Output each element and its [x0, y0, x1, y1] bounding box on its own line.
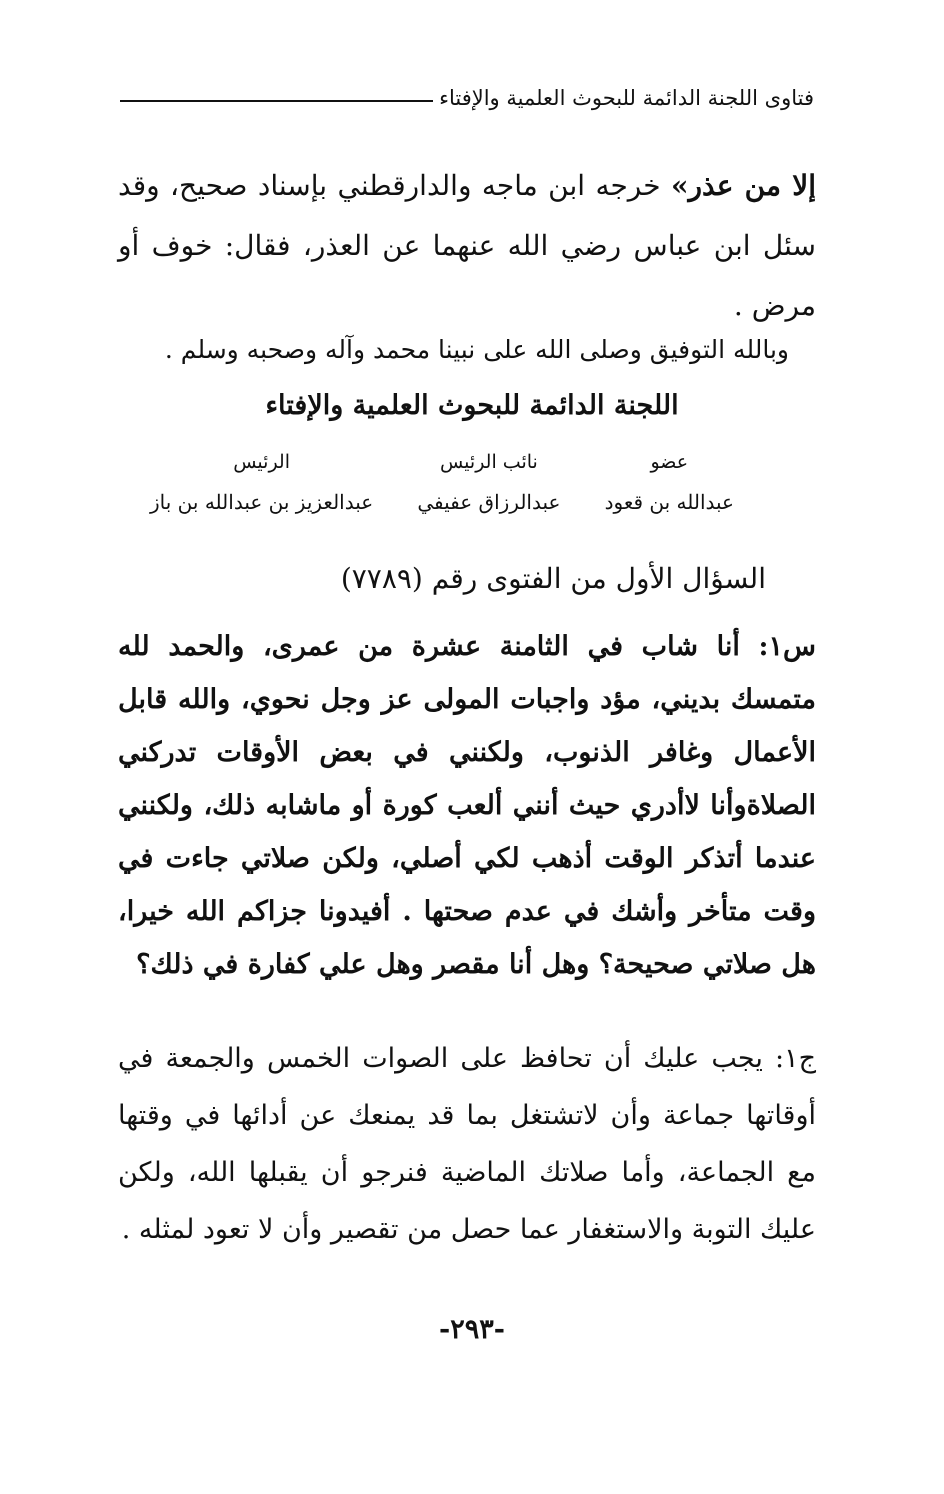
answer-paragraph: ج١: يجب عليك أن تحافظ على الصوات الخمس والجمعة في أوقاتها جماعة وأن لاتشتغل بما قد يمنعك عن أدائها في وقتها مع الجماعة، وأما صلاتك الماضية فنرجو أن يقبلها الله، ولكن عليك التوبة والاستغفار عما حصل من تقصير وأن لا تعود لمثله .: [118, 1043, 816, 1245]
page-number: -٢٩٣-: [439, 1314, 505, 1345]
closing-line: وبالله التوفيق وصلى الله على نبينا محمد وآله وصحبه وسلم .: [164, 335, 789, 364]
running-header: [120, 86, 814, 110]
lead-text: خرجه ابن ماجه والدارقطني بإسناد صحيح، وقد سئل ابن عباس رضي الله عنهما عن العذر، فقال: خوف أو مرض .: [118, 169, 816, 322]
signatures-block: [150, 448, 734, 528]
committee-title: اللجنة الدائمة للبحوث العلمية والإفتاء: [265, 390, 679, 421]
signatory-name: عبدالعزيز بن عبدالله بن باز: [150, 490, 374, 514]
signatory-role: نائب الرئيس: [439, 451, 538, 473]
header-rule: [120, 100, 433, 102]
question-paragraph: س١: أنا شاب في الثامنة عشرة من عمرى، والحمد لله متمسك بديني، مؤد واجبات المولى عز وجل نحوي، والله قابل الأعمال وغافر الذنوب، ولكنني في بعض الأوقات تدركني الصلاةوأنا لاأدري حيث أنني ألعب كورة أو ماشابه ذلك، ولكنني عندما أتذكر الوقت أذهب لكي أصلي، ولكن صلاتي جاءت في وقت متأخر وأشك في عدم صحتها . أفيدونا جزاكم الله خيرا، هل صلاتي صحيحة؟ وهل أنا مقصر وهل علي كفارة في ذلك؟: [118, 631, 816, 980]
signatory-president: [150, 448, 373, 528]
lead-bold-start: إلا من عذر»: [670, 169, 817, 202]
signatory-member: [605, 448, 734, 528]
signatory-vice-president: [417, 448, 560, 528]
signatory-role: الرئيس: [233, 451, 290, 473]
running-header-title: فتاوى اللجنة الدائمة للبحوث العلمية والإفتاء: [439, 86, 814, 110]
signatory-name: عبدالرزاق عفيفي: [417, 490, 561, 514]
lead-paragraph: [118, 156, 816, 336]
signatory-role: عضو: [650, 451, 689, 473]
fatwa-heading: السؤال الأول من الفتوى رقم (٧٧٨٩): [340, 562, 766, 595]
signatory-name: عبدالله بن قعود: [604, 490, 734, 514]
